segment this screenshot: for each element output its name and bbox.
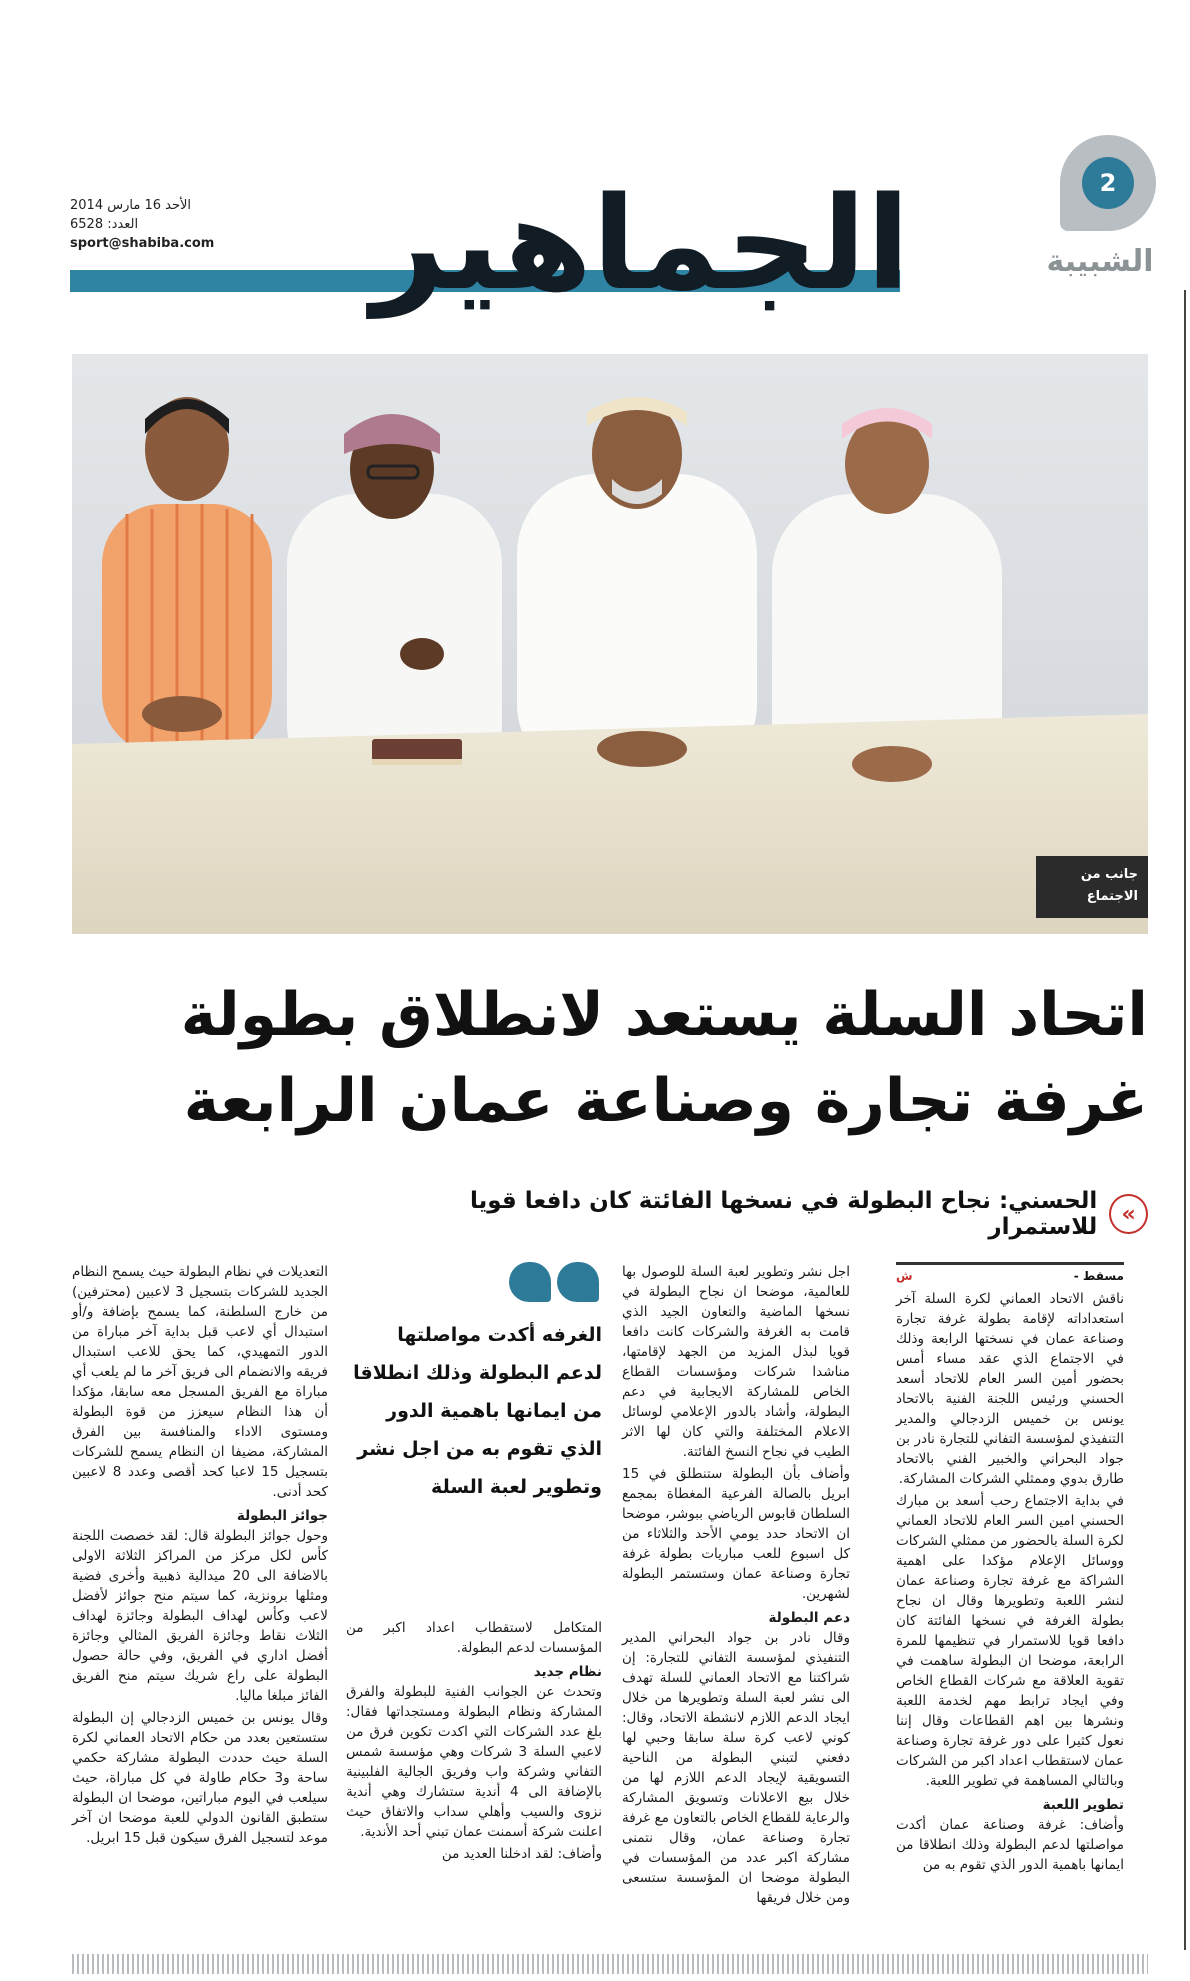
article-column-3 xyxy=(346,1618,602,1866)
subheadline xyxy=(380,1188,1148,1240)
article-headline xyxy=(72,972,1148,1144)
byline-place: مسقط - xyxy=(1073,1269,1124,1283)
section-email: sport@shabiba.com xyxy=(70,236,215,251)
paragraph: ناقش الاتحاد العماني لكرة السلة آخر استعداداته لإقامة بطولة غرفة تجارة وصناعة عمان في نسختها الرابعة وذلك في الاجتماع الذي عقد مساء أمس بحضور أمين السر العام للاتحاد أسعد الحسني ورئيس اللجنة الفنية بالاتحاد يونس بن خميس الزدجالي والمدير التنفيذي لمؤسسة التفاني للتجارة نادر بن جواد البحراني والخبير الفني بالاتحاد طارق بدوي وممثلي الشركات المشاركة. xyxy=(896,1291,1124,1487)
page-number-badge xyxy=(1060,135,1156,231)
photo-caption: جانب من الاجتماع xyxy=(1036,856,1148,918)
issue-number: العدد: 6528 xyxy=(70,217,139,232)
page-edge-rule xyxy=(1184,290,1186,1950)
paragraph: المتكامل لاستقطاب اعداد اكبر من المؤسسات لدعم البطولة. xyxy=(346,1620,602,1656)
meeting-photo xyxy=(72,354,1148,934)
article-column-4 xyxy=(72,1262,328,1850)
paragraph: وأضاف: لقد ادخلنا العديد من xyxy=(441,1846,602,1862)
section-subheading: نظام جديد xyxy=(533,1664,602,1680)
paragraph: اجل نشر وتطوير لعبة السلة للوصول بها للعالمية، موضحا ان نجاح البطولة في نسخها الماضية والتعاون الجيد الذي قامت به الغرفة والشركات كانت دافعا قويا لبذل المزيد من الجهد لإقامتها، مناشدا شركات ومؤسسات القطاع الخاص للمشاركة الايجابية في دعم البطولة، وأشاد بالدور الإعلامي لوسائل الاعلام المختلفة والتي كان لها الاثر الطيب في نجاح النسخ الفائتة. xyxy=(622,1264,850,1460)
page-number: 2 xyxy=(1082,157,1134,209)
byline-signature: ش xyxy=(896,1269,913,1283)
headline-line-2: غرفة تجارة وصناعة عمان الرابعة xyxy=(183,1066,1148,1136)
newspaper-logo: الشبيبة xyxy=(1046,244,1154,279)
byline xyxy=(896,1262,1124,1283)
meeting-photo-illustration xyxy=(72,354,1148,934)
paragraph: وقال نادر بن جواد البحراني المدير التنفيذي لمؤسسة التفاني للتجارة: إن شراكتنا مع الاتحاد العماني للسلة تهدف الى نشر لعبة السلة وتطويرها من خلال ايجاد الدعم اللازم لانشطة الاتحاد، وقال: كوني لاعب كرة سلة سابقا وحبي لها دفعني لتبني البطولة من الناحية التسويقية لإيجاد الدعم اللازم لها من خلال بيع الاعلانات وتسويق المشاركة والرعاية للقطاع الخاص بالتعاون مع غرفة تجارة وصناعة عمان، وقال نتمنى مشاركة اكبر عدد من المؤسسات في البطولة موضحا ان المؤسسة ستسعى ومن خلال فريقها xyxy=(622,1630,850,1906)
subheadline-text: الحسني: نجاح البطولة في نسخها الفائتة كان دافعا قويا للاستمرار xyxy=(469,1188,1098,1240)
section-subheading: جوائز البطولة xyxy=(236,1508,328,1524)
section-subheading: دعم البطولة xyxy=(768,1610,850,1626)
headline-line-1: اتحاد السلة يستعد لانطلاق بطولة xyxy=(180,980,1148,1050)
paragraph: وتحدث عن الجوانب الفنية للبطولة والفرق المشاركة ونظام البطولة ومستجداتها فقال: بلغ عدد الشركات التي اكدت تكوين فرق من لاعبي السلة 3 شركات وهي مؤسسة شمس التفاني وشركة واب وفريق الجالية الفلبينية بالإضافة الى 4 أندية ستشارك وهي أندية نزوى والسيب وأهلي سداب والاتفاق حيث اعلنت شركة أسمنت عمان تبني أحد الأندية. xyxy=(346,1684,602,1840)
paragraph: وقال يونس بن خميس الزدجالي إن البطولة ستستعين بعدد من حكام الاتحاد العماني لكرة السلة حيث حددت البطولة مشاركة حكمي ساحة و3 حكام طاولة في كل مباراة، حيث سيلعب في اليوم مباراتين، موضحا ان البطولة ستطبق القانون الدولي للعبة موضحا ان آخر موعد لتسجيل الفرق سيكون قبل 15 ابريل. xyxy=(72,1710,328,1846)
paragraph: التعديلات في نظام البطولة حيث يسمح النظام الجديد للشركات بتسجيل 3 لاعبين (محترفين) من خارج السلطنة، كما يسمح بإضافة و/أو استبدال أي لاعب قبل بداية آخر مباراة من الدور التمهيدي، كما يحق للاعب استبدال فريقه والانضمام الى فريق آخر ما لم يلعب أي مباراة مع الفريق المسجل معه سابقا، مؤكدا أن هذا النظام سيعزز من قوة البطولة ومستوى الاداء والمنافسة بين الفرق المشاركة، مضيفا ان النظام يسمح للشركات بتسجيل 15 لاعبا كحد أقصى وعدد 8 لاعبين كحد أدنى. xyxy=(72,1264,328,1500)
issue-date: الأحد 16 مارس 2014 xyxy=(70,198,192,213)
paragraph: وأضاف بأن البطولة ستنطلق في 15 ابريل بالصالة الفرعية المغطاة بمجمع السلطان قابوس الرياضي ببوشر، موضحا ان الاتحاد حدد يومي الأحد والثلاثاء من كل اسبوع للعب مباريات بطولة غرفة تجارة وصناعة عمان وستستمر البطولة لشهرين. xyxy=(622,1466,850,1602)
issue-info xyxy=(70,196,370,253)
quote-icon xyxy=(506,1262,602,1302)
section-subheading: تطوير اللعبة xyxy=(1042,1797,1124,1813)
double-chevron-left-icon: « xyxy=(1109,1194,1148,1234)
paragraph: وأضاف: غرفة وصناعة عمان أكدت مواصلتها لدعم البطولة وذلك انطلاقا من ايمانها باهمية الدور الذي تقوم به من xyxy=(896,1817,1124,1873)
footer-barcode-strip xyxy=(72,1954,1148,1974)
paragraph: وحول جوائز البطولة قال: لقد خصصت اللجنة كأس لكل مركز من المراكز الثلاثة الاولى بالاضافة الى 20 ميدالية ذهبية وأخرى فضية ومثلها برونزية، كما سيتم منح جوائز لأفضل لاعب وكأس لهداف البطولة وجائزة لهداف الثلاث نقاط وجائزة الفريق المثالي وجائزة أفضل اداري في الفريق، وفي حالة حصول البطولة على راع شريك سيتم منح الفريق الفائز مبلغا ماليا. xyxy=(72,1528,328,1704)
pull-quote: الغرفه أكدت مواصلتها لدعم البطولة وذلك انطلاقا من ايمانها باهمية الدور الذي تقوم به من اجل نشر وتطوير لعبة السلة xyxy=(353,1324,602,1498)
article-column-2 xyxy=(622,1262,850,1910)
paragraph: في بداية الاجتماع رحب أسعد بن مبارك الحسني امين السر العام للاتحاد العماني لكرة السلة بالحضور من ممثلي الشركات ووسائل الإعلام مؤكدا على اهمية الشراكة مع غرفة تجارة وصناعة عمان لنشر اللعبة وتطويرها وقال ان نجاح بطولة الغرفة في نسخها الفائتة كان دافعا قويا للاستمرار في تنظيمها للمرة الرابعة، موضحا ان البطولة ساهمت في تقوية العلاقة مع شركات القطاع الخاص وفي ايجاد ترابط مهم لخدمة اللعبة ونشرها بين اهم القطاعات وقال إننا نعول كثيرا على دور غرفة تجارة وصناعة عمان لاستقطاب اعداد اكبر من الشركات وبالتالي المساهمة في تطوير اللعبة. xyxy=(895,1493,1124,1789)
article-column-1 xyxy=(896,1262,1124,1877)
section-title: الجماهير xyxy=(371,170,910,319)
